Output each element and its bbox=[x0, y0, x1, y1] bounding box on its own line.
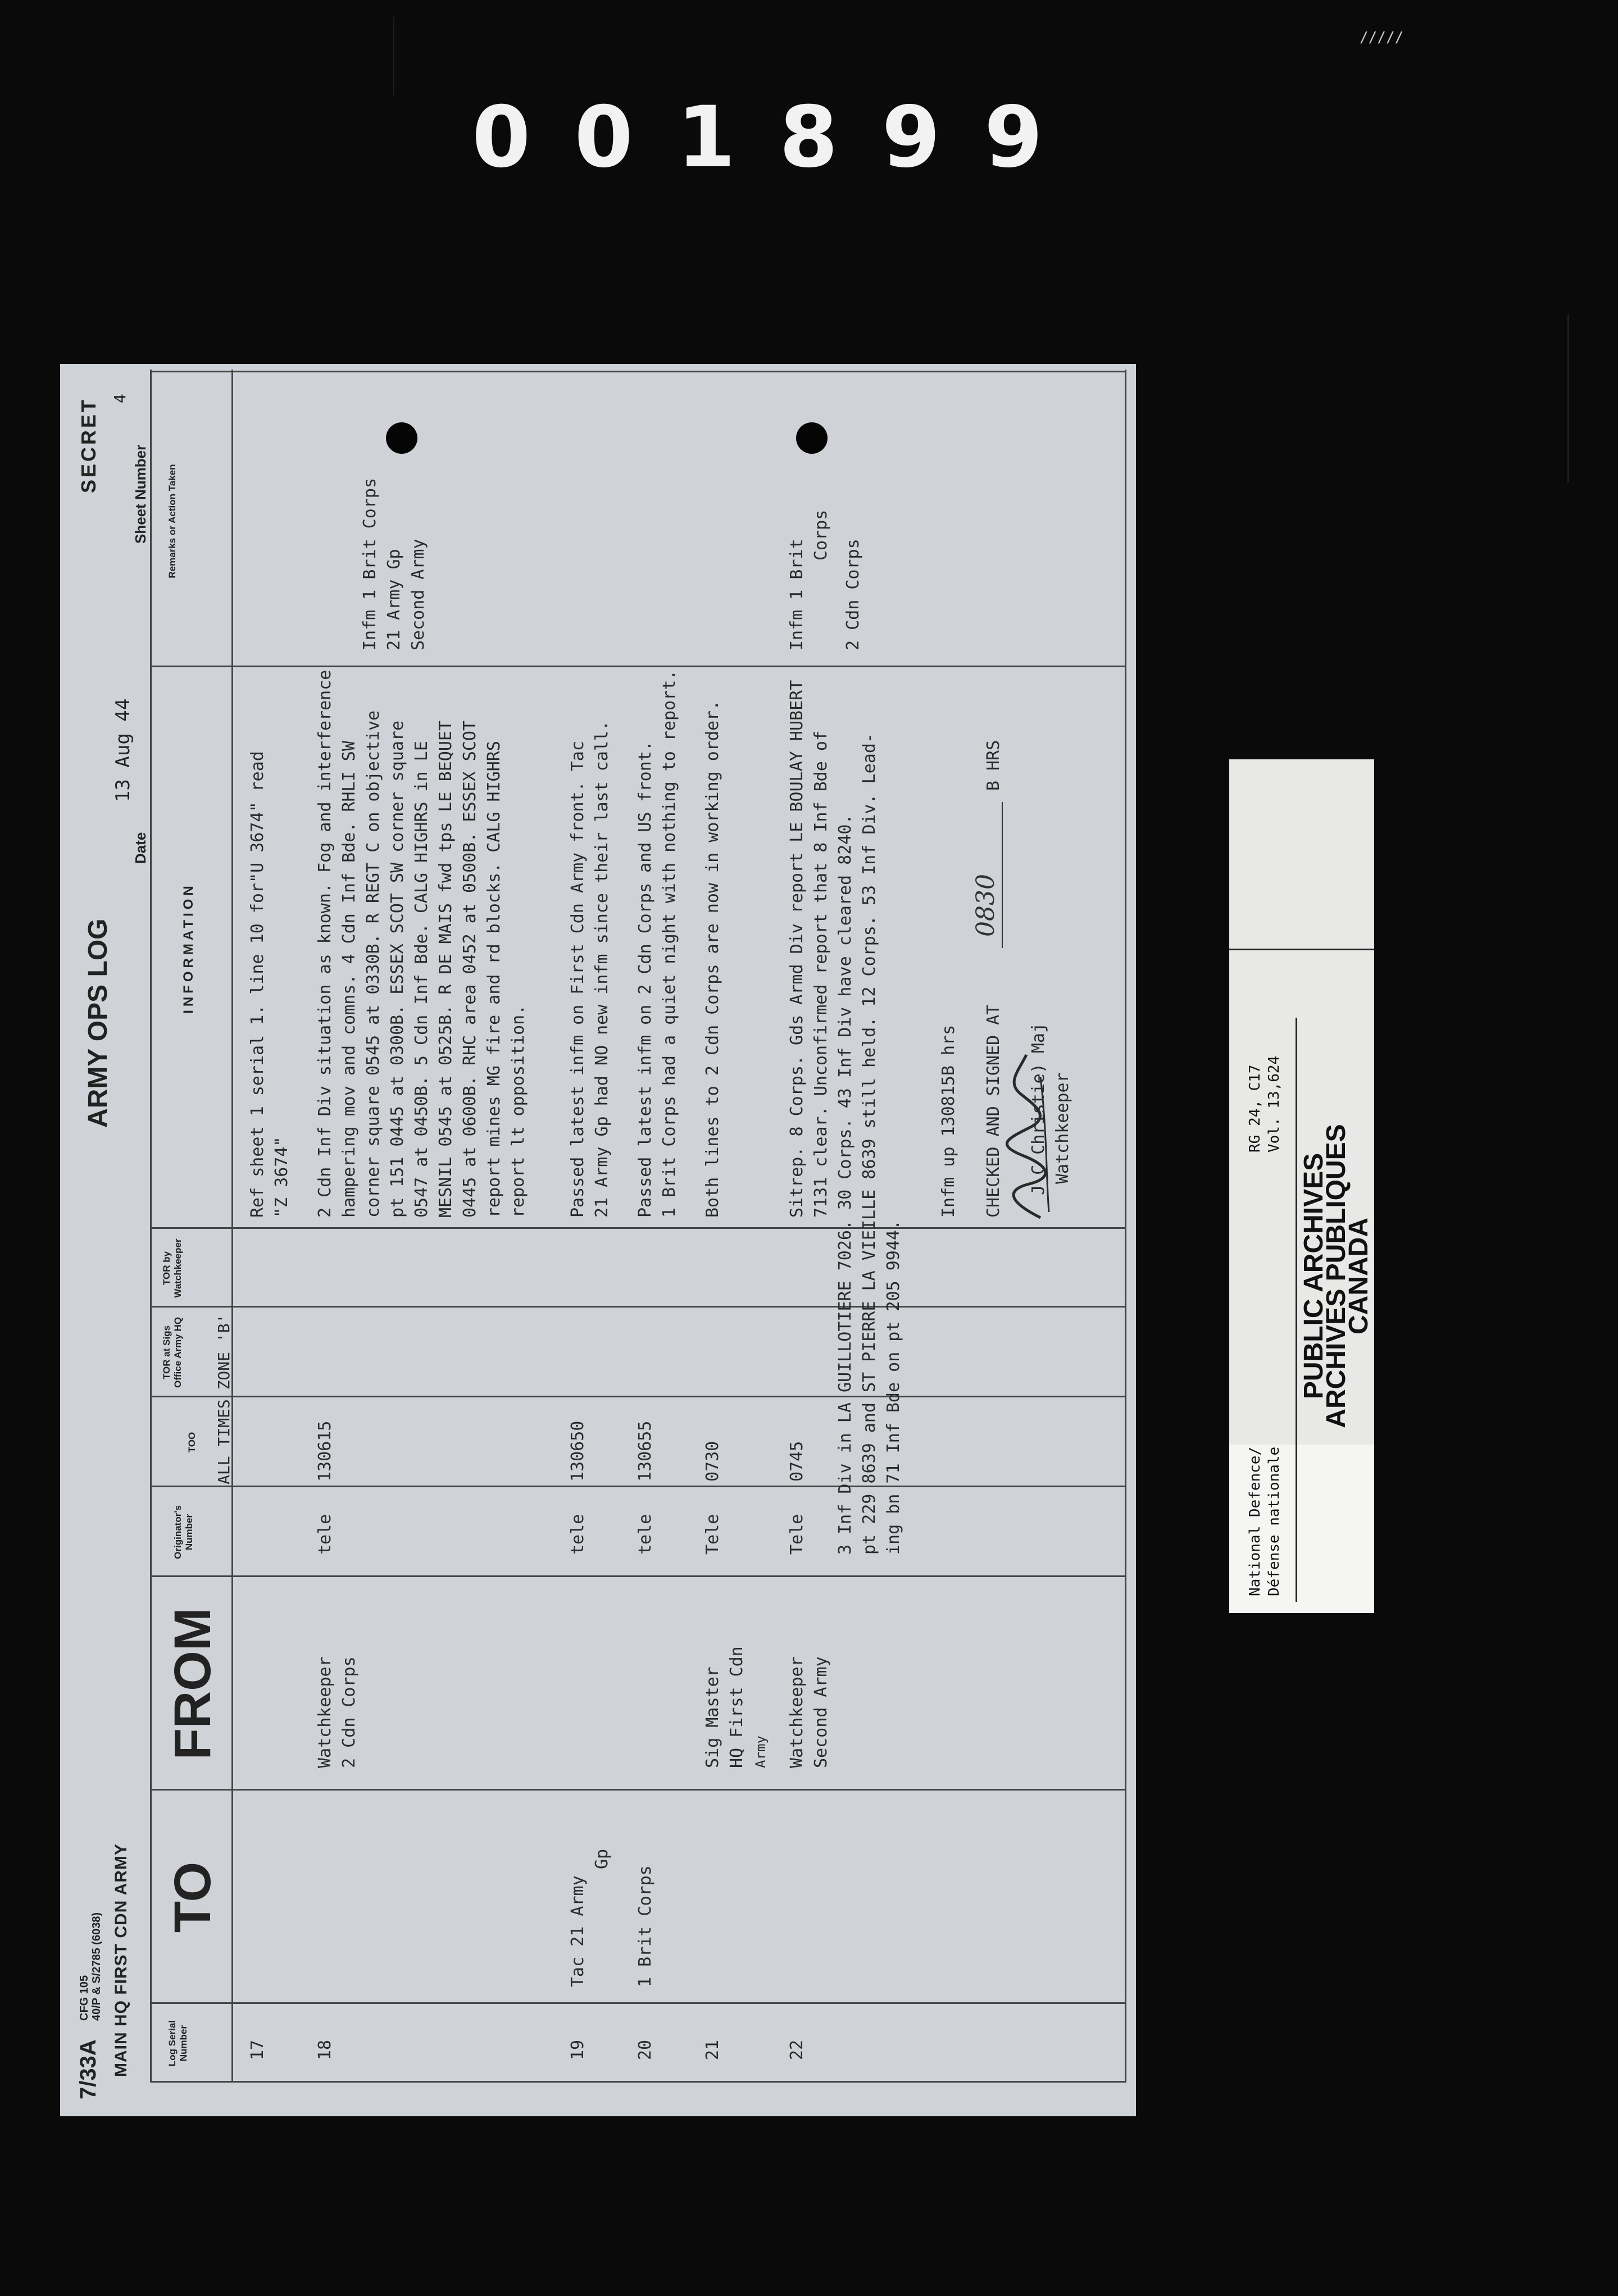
serial-20: 20 bbox=[635, 2039, 655, 2060]
remarks-line: 21 Army Gp bbox=[384, 549, 404, 650]
originator-number: Tele bbox=[787, 1514, 807, 1555]
info-line: 0547 at 0450B. 5 Cdn Inf Bde. CALG HIGHRS in LE bbox=[412, 741, 431, 1218]
info-line: 2 Cdn Inf Div situation as known. Fog and interference bbox=[315, 669, 335, 1218]
info-line: 3 Inf Div in LA GUILLOTIERE 7026. 30 Corps. 43 Inf Div have cleared 8240. bbox=[835, 814, 855, 1555]
archive-line-3: CANADA bbox=[1344, 1218, 1374, 1334]
film-scratch bbox=[393, 17, 394, 95]
column-rule bbox=[150, 2002, 1126, 2004]
unit-name: MAIN HQ FIRST CDN ARMY bbox=[112, 1843, 130, 2077]
remarks-line: Corps bbox=[811, 509, 831, 561]
from-line: Army bbox=[753, 1735, 769, 1768]
info-line: MESNIL 0545 at 0525B. R DE MAIS fwd tps LE BEQUET bbox=[436, 720, 456, 1218]
remarks-line: Second Army bbox=[408, 539, 428, 650]
army-ops-log-sheet bbox=[60, 364, 1136, 2116]
too-value: 130615 bbox=[315, 1420, 335, 1482]
info-line: 21 Army Gp had NO new infm since their last call. bbox=[592, 720, 612, 1218]
col-header-to: TO bbox=[164, 1861, 221, 1933]
col-header-too: TOO bbox=[187, 1432, 197, 1453]
volume-number: Vol. 13,624 bbox=[1266, 1055, 1283, 1152]
signature-line bbox=[1002, 802, 1003, 948]
from-line: 2 Cdn Corps bbox=[339, 1656, 359, 1768]
info-line: hampering mov and comns. 4 Cdn Inf Bde. RHLI SW bbox=[339, 741, 359, 1218]
remarks-line: 2 Cdn Corps bbox=[843, 539, 863, 650]
serial-17: 17 bbox=[248, 2039, 267, 2060]
info-line: corner square 0545 at 0330B. R REGT C on objective bbox=[363, 710, 383, 1218]
col-header-tor-sigs: TOR at Sigs Office Army HQ bbox=[161, 1317, 183, 1388]
classification-stamp: SECRET bbox=[77, 397, 100, 493]
frame-number: 001899 bbox=[472, 89, 1087, 186]
originator-number: tele bbox=[568, 1514, 588, 1555]
column-rule bbox=[150, 1575, 1126, 1577]
column-rule bbox=[150, 1789, 1126, 1791]
info-line: Sitrep. 8 Corps. Gds Armd Div report LE BOULAY HUBERT bbox=[787, 680, 807, 1218]
from-line: Watchkeeper bbox=[315, 1656, 335, 1768]
column-rule bbox=[150, 666, 1126, 667]
info-line: pt 151 0445 at 0300B. ESSEX SCOT SW corner square bbox=[388, 720, 407, 1218]
originator-number: tele bbox=[315, 1514, 335, 1555]
from-line: Watchkeeper bbox=[787, 1656, 807, 1768]
too-value: 130650 bbox=[568, 1420, 588, 1482]
remarks-line: Infm 1 Brit bbox=[787, 539, 807, 650]
checked-b-hrs: B HRS bbox=[984, 740, 1003, 791]
info-line: Both lines to 2 Cdn Corps are now in working order. bbox=[703, 700, 722, 1218]
column-rule bbox=[150, 1486, 1126, 1487]
table-bottom-rule bbox=[1125, 370, 1126, 2083]
record-group: RG 24, C17 bbox=[1247, 1064, 1264, 1152]
film-scratch bbox=[1567, 315, 1569, 483]
too-value: 130655 bbox=[635, 1420, 655, 1482]
table-top-rule bbox=[150, 370, 152, 2083]
archive-label-divider bbox=[1229, 949, 1374, 950]
info-line: report lt opposition. bbox=[508, 1004, 528, 1218]
date-value: 13 Aug 44 bbox=[112, 698, 134, 802]
remarks-line: Infm 1 Brit Corps bbox=[360, 477, 380, 650]
serial-21: 21 bbox=[703, 2039, 722, 2060]
info-line: Ref sheet 1 serial 1. line 10 for"U 3674" read bbox=[248, 751, 267, 1218]
serial-19: 19 bbox=[568, 2039, 588, 2060]
column-rule bbox=[150, 1306, 1126, 1308]
info-line: Passed latest infm on First Cdn Army front. Tac bbox=[568, 741, 588, 1218]
info-line: pt 229 8639 and ST PIERRE LA VIEILLE 8639 still held. 12 Corps. 53 Inf Div. Lead- bbox=[860, 733, 879, 1555]
from-line: Second Army bbox=[811, 1656, 831, 1768]
times-zone-note: ALL TIMES ZONE 'B' bbox=[215, 1314, 233, 1484]
col-header-originator: Originator's Number bbox=[172, 1505, 194, 1559]
public-archives-label bbox=[1229, 759, 1374, 1613]
info-line: ing bn 71 Inf Bde on pt 205 9944. bbox=[884, 1219, 903, 1555]
info-line: "Z 3674" bbox=[272, 1136, 292, 1218]
to-line: Gp bbox=[592, 1848, 612, 1869]
watchkeeper-name: J C Christie) Maj bbox=[1029, 1022, 1048, 1195]
col-header-information: INFORMATION bbox=[181, 882, 196, 1014]
from-line: Sig Master bbox=[703, 1666, 722, 1768]
too-value: 0745 bbox=[787, 1441, 807, 1482]
form-code: 7/33A bbox=[76, 2039, 101, 2099]
punch-hole bbox=[386, 422, 417, 454]
column-rule bbox=[150, 1396, 1126, 1397]
col-header-from: FROM bbox=[164, 1607, 221, 1760]
sheet-number-value: 4 bbox=[111, 394, 129, 403]
dept-french: Défense nationale bbox=[1266, 1446, 1283, 1596]
too-value: 0730 bbox=[703, 1441, 722, 1482]
from-line: HQ First Cdn bbox=[727, 1646, 747, 1768]
punch-hole bbox=[796, 422, 828, 454]
checked-time-handwritten: 0830 bbox=[971, 874, 1000, 937]
to-line: Tac 21 Army bbox=[568, 1875, 588, 1987]
dept-english: National Defence/ bbox=[1247, 1446, 1264, 1596]
corner-mark: ∕∕∕∕∕ bbox=[1360, 29, 1404, 46]
col-header-tor-watchkeeper: TOR by Watchkeeper bbox=[161, 1238, 183, 1298]
col-header-remarks: Remarks or Action Taken bbox=[167, 464, 178, 578]
checked-signed-label: CHECKED AND SIGNED AT bbox=[984, 1004, 1003, 1218]
to-line: 1 Brit Corps bbox=[635, 1865, 655, 1987]
table-right-rule bbox=[150, 371, 1126, 372]
date-label: Date bbox=[132, 832, 149, 864]
info-line: report mines MG fire and rd blocks. CALG HIGHRS bbox=[484, 741, 504, 1218]
header-bottom-rule bbox=[231, 370, 233, 2083]
watchkeeper-role: Watchkeeper bbox=[1053, 1072, 1072, 1184]
page-title: ARMY OPS LOG bbox=[83, 918, 113, 1128]
table-left-rule bbox=[150, 2081, 1126, 2083]
originator-number: tele bbox=[635, 1514, 655, 1555]
archive-line-1: PUBLIC ARCHIVES bbox=[1299, 1152, 1329, 1400]
col-header-serial: Log Serial Number bbox=[167, 2020, 189, 2067]
form-subcode: CFG 105 40/P & S/2785 (6038) bbox=[78, 1912, 103, 2021]
info-line: 0445 at 0600B. RHC area 0452 at 0500B. ESSEX SCOT bbox=[460, 720, 480, 1218]
info-line: 7131 clear. Unconfirmed report that 8 Inf Bde of bbox=[811, 731, 831, 1218]
archive-line-2: ARCHIVES PUBLIQUES bbox=[1321, 1124, 1351, 1428]
column-rule bbox=[150, 1227, 1126, 1229]
infm-up-note: Infm up 130815B hrs bbox=[939, 1024, 958, 1218]
info-line: 1 Brit Corps had a quiet night with nothing to report. bbox=[660, 669, 679, 1218]
info-line: Passed latest infm on 2 Cdn Corps and US front. bbox=[635, 741, 655, 1218]
serial-22: 22 bbox=[787, 2039, 807, 2060]
originator-number: Tele bbox=[703, 1514, 722, 1555]
serial-18: 18 bbox=[315, 2039, 335, 2060]
archive-label-rule bbox=[1296, 1018, 1297, 1602]
sheet-number-label: Sheet Number bbox=[132, 444, 149, 544]
